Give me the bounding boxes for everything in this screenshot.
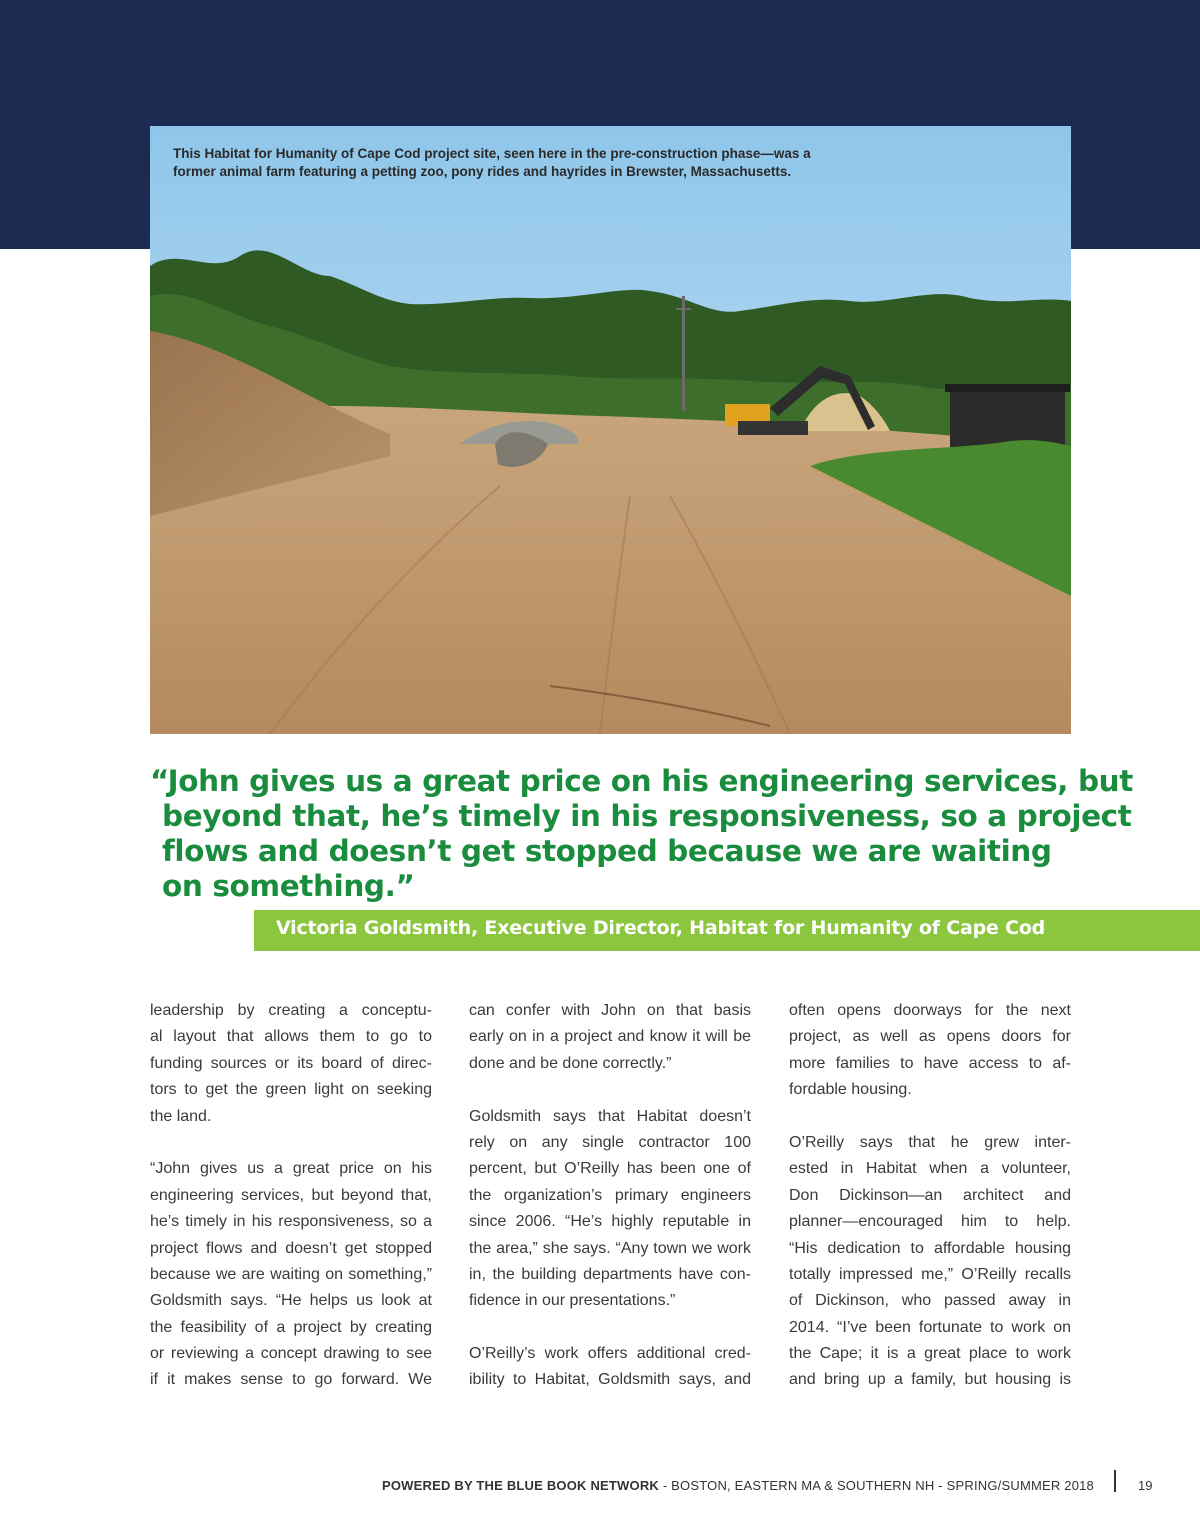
body-text-line: “His dedication to affordable housing (789, 1239, 1071, 1257)
body-text-line: funding sources or its board of direc- (150, 1054, 432, 1072)
page-number: 19 (1138, 1478, 1153, 1493)
body-column-3 (789, 998, 1071, 1394)
caption-line-1: This Habitat for Humanity of Cape Cod project site, seen here in the pre-construction phase—was a (173, 146, 811, 161)
pull-quote-line-4: on something.” (162, 869, 415, 903)
paragraph-gap (469, 1077, 751, 1103)
body-text-line: often opens doorways for the next (789, 1002, 1071, 1019)
body-column-1 (150, 998, 432, 1394)
body-text-line: can confer with John on that basis (469, 1002, 751, 1019)
paragraph-gap (150, 1130, 432, 1156)
body-text-line: in, the building departments have con- (469, 1265, 751, 1283)
body-text-line: rely on any single contractor 100 (469, 1133, 751, 1151)
body-text-line: project, as well as opens doors for (789, 1028, 1071, 1046)
body-text-line: al layout that allows them to go to (150, 1028, 432, 1046)
body-text-line: ibility to Habitat, Goldsmith says, and (469, 1371, 751, 1389)
body-text-line: the area,” she says. “Any town we work (469, 1239, 751, 1257)
footer-edition: - BOSTON, EASTERN MA & SOUTHERN NH - SPRING/SUMMER 2018 (659, 1478, 1094, 1493)
photo-caption (173, 145, 893, 181)
pull-quote-line-2: beyond that, he’s timely in his responsiveness, so a project (162, 799, 1132, 833)
body-text-line: Goldsmith says that Habitat doesn’t (469, 1107, 751, 1125)
photo-illustration (150, 126, 1071, 734)
body-text-line: O’Reilly’s work offers additional cred- (469, 1345, 751, 1363)
body-text-line: of Dickinson, who passed away in (789, 1292, 1071, 1310)
body-text-line: Don Dickinson—an architect and (789, 1186, 1071, 1204)
body-text-line: if it makes sense to go forward. We (150, 1371, 432, 1389)
body-text-line: the Cape; it is a great place to work (789, 1345, 1071, 1363)
footer-credit (382, 1478, 1094, 1493)
body-text-line: the feasibility of a project by creating (150, 1318, 432, 1336)
paragraph-gap (469, 1315, 751, 1341)
body-text-line: fidence in our presentations.” (469, 1292, 676, 1310)
body-column-2 (469, 998, 751, 1394)
body-text-line: done and be done correctly.” (469, 1054, 672, 1072)
body-text-line: the land. (150, 1107, 212, 1125)
body-text-line: O’Reilly says that he grew inter- (789, 1133, 1071, 1151)
footer-divider (1114, 1470, 1116, 1492)
footer-network: POWERED BY THE BLUE BOOK NETWORK (382, 1478, 660, 1493)
body-text-line: fordable housing. (789, 1081, 912, 1099)
paragraph-gap (789, 1104, 1071, 1130)
body-text-line: and bring up a family, but housing is (789, 1371, 1071, 1389)
body-text-line: planner—encouraged him to help. (789, 1213, 1071, 1231)
body-text-line: the organization’s primary engineers (469, 1186, 751, 1204)
body-text-line: percent, but O’Reilly has been one of (469, 1160, 751, 1178)
body-text-line: or reviewing a concept drawing to see (150, 1345, 432, 1363)
pull-quote-line-3: flows and doesn’t get stopped because we are waiting (162, 834, 1052, 868)
body-text-line: project flows and doesn’t get stopped (150, 1239, 432, 1257)
body-text-line: more families to have access to af- (789, 1054, 1071, 1072)
body-text-line: engineering services, but beyond that, (150, 1186, 432, 1204)
body-text-line: Goldsmith says. “He helps us look at (150, 1292, 432, 1310)
body-text-line: tors to get the green light on seeking (150, 1081, 432, 1099)
body-text-line: “John gives us a great price on his (150, 1160, 432, 1178)
body-text-line: because we are waiting on something,” (150, 1265, 432, 1283)
quote-attribution: Victoria Goldsmith, Executive Director, Habitat for Humanity of Cape Cod (276, 917, 1046, 939)
body-text-line: ested in Habitat when a volunteer, (789, 1160, 1071, 1178)
construction-site-photo (150, 126, 1071, 734)
caption-line-2: former animal farm featuring a petting zoo, pony rides and hayrides in Brewster, Massachusetts. (173, 164, 792, 179)
pull-quote (150, 764, 1133, 904)
body-text-line: he’s timely in his responsiveness, so a (150, 1213, 432, 1231)
pull-quote-line-1: “John gives us a great price on his engineering services, but (150, 764, 1133, 798)
body-text-line: early on in a project and know it will be (469, 1028, 751, 1046)
body-text-line: 2014. “I’ve been fortunate to work on (789, 1318, 1071, 1336)
body-text-line: since 2006. “He’s highly reputable in (469, 1213, 751, 1231)
body-text-line: leadership by creating a conceptu- (150, 1002, 432, 1019)
body-text-line: totally impressed me,” O’Reilly recalls (789, 1265, 1071, 1283)
